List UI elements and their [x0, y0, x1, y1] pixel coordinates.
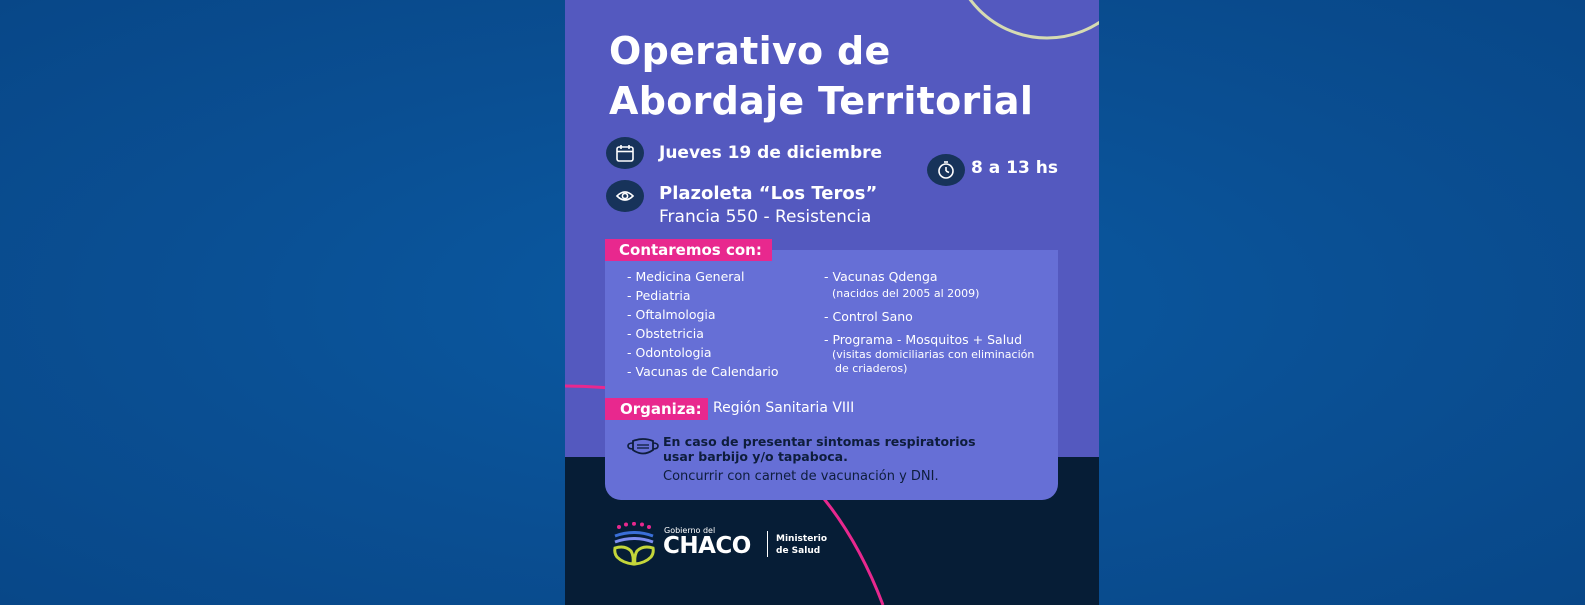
- service-note: (nacidos del 2005 al 2009): [832, 287, 980, 300]
- poster-title: [609, 26, 1033, 126]
- service-item: - Control Sano: [824, 309, 913, 324]
- mask-icon: [627, 436, 659, 462]
- event-date: Jueves 19 de diciembre: [659, 143, 883, 163]
- service-item: - Odontologia: [627, 345, 712, 360]
- service-item: - Pediatria: [627, 288, 691, 303]
- advice-line-2: usar barbijo y/o tapaboca.: [663, 449, 848, 464]
- event-poster: [565, 0, 1099, 605]
- clock-icon: [927, 154, 965, 186]
- ministry-line-1: Ministerio: [776, 534, 828, 544]
- event-time: 8 a 13 hs: [971, 158, 1058, 178]
- advice-line-1: En caso de presentar sintomas respiratorios: [663, 434, 976, 449]
- footer-divider: [767, 531, 768, 557]
- chaco-logo: [611, 522, 657, 570]
- place-name: Plazoleta “Los Teros”: [659, 183, 878, 204]
- service-item: - Vacunas Qdenga: [824, 269, 938, 284]
- service-item: - Medicina General: [627, 269, 745, 284]
- service-note: (visitas domiciliarias con eliminación: [832, 348, 1035, 361]
- ministry-line-2: de Salud: [776, 546, 821, 556]
- location-icon: [606, 180, 644, 212]
- title-line-2: Abordaje Territorial: [609, 79, 1034, 123]
- gov-chaco-text: CHACO: [663, 533, 751, 559]
- service-note: de criaderos): [835, 362, 908, 375]
- advice-line-3: Concurrir con carnet de vacunación y DNI.: [663, 469, 939, 484]
- service-item: - Programa - Mosquitos + Salud: [824, 332, 1023, 347]
- service-item: - Vacunas de Calendario: [627, 364, 779, 379]
- services-label: Contaremos con:: [605, 239, 772, 261]
- title-line-1: Operativo de: [609, 29, 891, 73]
- organizer-name: Región Sanitaria VIII: [713, 400, 855, 416]
- services-panel: [605, 250, 1058, 500]
- service-item: - Oftalmologia: [627, 307, 716, 322]
- gov-small-text: Gobierno del: [664, 526, 716, 535]
- place-address: Francia 550 - Resistencia: [659, 207, 872, 227]
- service-item: - Obstetricia: [627, 326, 704, 341]
- organizer-label: Organiza:: [605, 398, 708, 420]
- calendar-icon: [606, 137, 644, 169]
